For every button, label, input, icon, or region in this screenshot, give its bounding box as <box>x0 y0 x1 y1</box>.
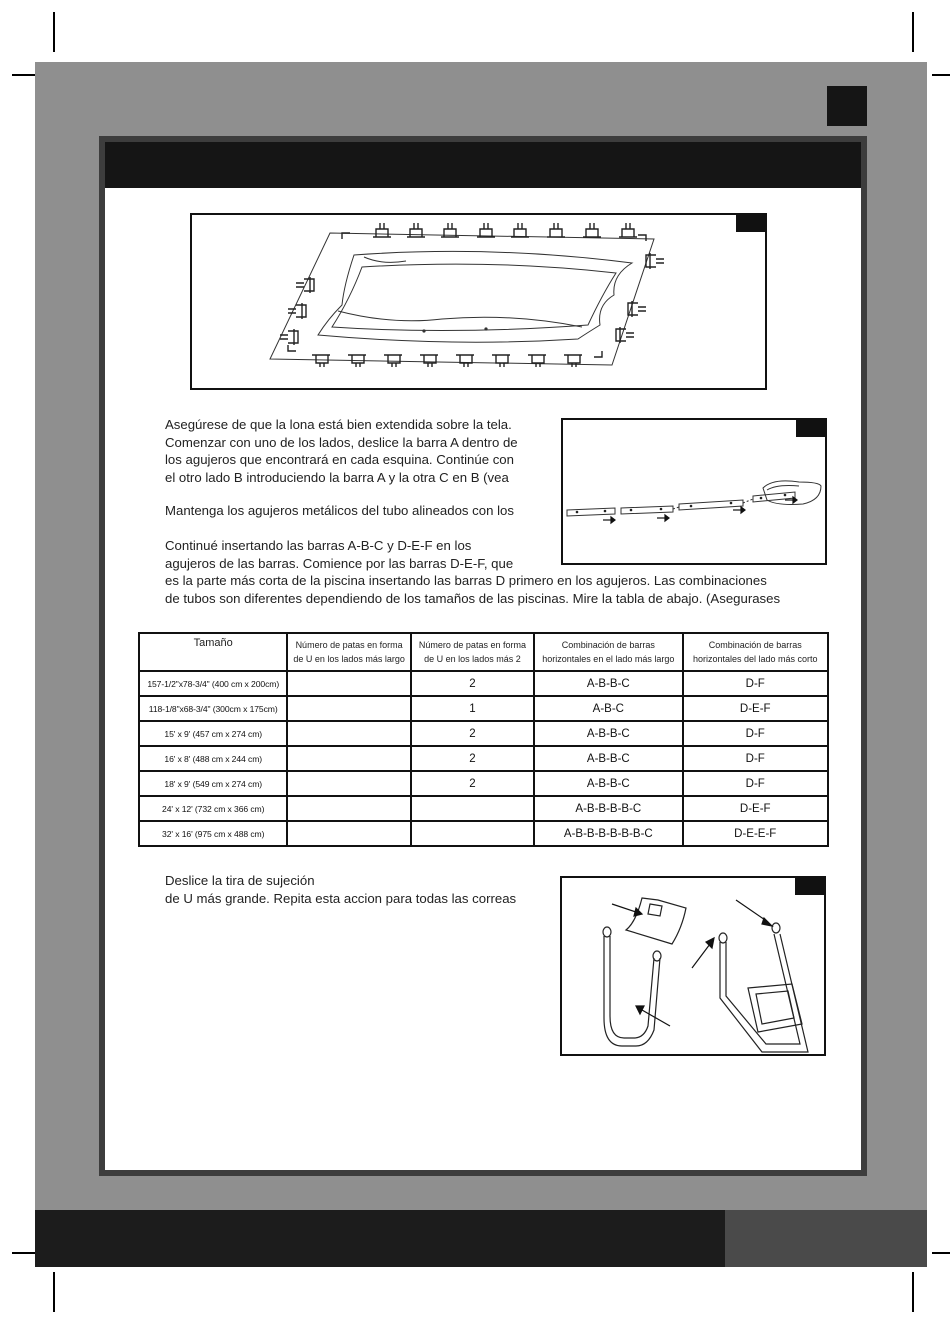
col-header-bars-long: Combinación de barras horizontales en el lado más largo <box>534 633 682 671</box>
bar-segment <box>679 500 743 510</box>
table-row <box>139 796 828 821</box>
cell-bars-long: A-B-B-B-B-B-B-C <box>534 821 682 846</box>
crop-mark <box>932 1252 950 1254</box>
cell-legs-long <box>287 696 410 721</box>
crop-mark <box>932 74 950 76</box>
table-row <box>139 696 828 721</box>
continue-line: Continué insertando las barras A-B-C y D-E-F en los <box>165 538 472 553</box>
cell-size: 24' x 12' (732 cm x 366 cm) <box>139 796 287 821</box>
strap-line: de U más grande. Repita esta accion para todas las correas <box>165 890 517 906</box>
table-row <box>139 821 828 846</box>
cell-bars-long: A-B-C <box>534 696 682 721</box>
cell-legs-short <box>411 821 534 846</box>
cell-legs-short: 2 <box>411 746 534 771</box>
cell-bars-long: A-B-B-C <box>534 746 682 771</box>
cell-legs-long <box>287 721 410 746</box>
cell-bars-long: A-B-B-C <box>534 721 682 746</box>
table-header-row <box>139 633 828 671</box>
intro-line: el otro lado B introduciendo la barra A y la otra C en B (vea <box>165 469 509 485</box>
bar-insertion-figure <box>561 418 827 565</box>
cell-legs-short <box>411 796 534 821</box>
u-leg-icons-bottom <box>312 355 582 367</box>
table-row <box>139 746 828 771</box>
cell-legs-long <box>287 671 410 696</box>
cell-bars-short: D-F <box>683 746 828 771</box>
cell-legs-short: 2 <box>411 671 534 696</box>
col-header-legs-short: Número de patas en forma de U en los lados más 2 <box>411 633 534 671</box>
cell-legs-short: 2 <box>411 771 534 796</box>
ground-cloth-outline <box>270 233 654 365</box>
bar-segment <box>567 508 615 516</box>
table-row <box>139 671 828 696</box>
crop-mark <box>912 1272 914 1312</box>
cell-size: 157-1/2"x78-3/4" (400 cm x 200cm) <box>139 671 287 696</box>
table-row <box>139 771 828 796</box>
pool-size-table <box>138 632 829 847</box>
strap-ulegs-illustration <box>562 878 828 1058</box>
footer-page-block <box>725 1210 927 1267</box>
continue-line: agujeros de las barras. Comience por las barras D-E-F, que <box>165 555 514 571</box>
callout-arrows <box>612 900 772 1026</box>
continue-line: de tubos son diferentes dependiendo de los tamaños de las piscinas. Mire la tabla de abajo. (Asegurases <box>165 590 781 606</box>
align-note-line: Mantenga los agujeros metálicos del tubo alineados con los <box>165 503 514 518</box>
cell-bars-long: A-B-B-C <box>534 771 682 796</box>
crop-mark <box>53 1272 55 1312</box>
cell-bars-short: D-F <box>683 671 828 696</box>
strap-line: Deslice la tira de sujeción <box>165 873 315 888</box>
col-header-legs-long: Número de patas en forma de U en los lados más largo <box>287 633 410 671</box>
cell-bars-long: A-B-B-C <box>534 671 682 696</box>
cell-size: 15' x 9' (457 cm x 274 cm) <box>139 721 287 746</box>
intro-line: los agujeros que encontrará en cada esquina. Continúe con <box>165 452 514 467</box>
continue-line: es la parte más corta de la piscina insertando las barras D primero en los agujeros. Las combinaciones <box>165 573 767 588</box>
intro-paragraph <box>165 416 518 486</box>
cell-size: 118-1/8"x68-3/4" (300cm x 175cm) <box>139 696 287 721</box>
cell-bars-short: D-F <box>683 721 828 746</box>
pool-layout-illustration <box>192 215 769 392</box>
cell-bars-short: D-E-F <box>683 696 828 721</box>
cell-bars-short: D-E-F <box>683 796 828 821</box>
col-header-size: Tamaño <box>139 633 287 671</box>
cell-bars-short: D-F <box>683 771 828 796</box>
cell-bars-short: D-E-E-F <box>683 821 828 846</box>
cell-legs-long <box>287 771 410 796</box>
cell-size: 18' x 9' (549 cm x 274 cm) <box>139 771 287 796</box>
col-header-bars-short: Combinación de barras horizontales del lado más corto <box>683 633 828 671</box>
page-marker <box>827 86 867 126</box>
crop-mark <box>53 12 55 52</box>
bar-segment <box>621 506 673 514</box>
pool-layout-figure <box>190 213 767 390</box>
strap-right <box>748 984 802 1032</box>
cell-size: 16' x 8' (488 cm x 244 cm) <box>139 746 287 771</box>
table-row <box>139 721 828 746</box>
panel-header-bar <box>105 142 861 188</box>
cell-size: 32' x 16' (975 cm x 488 cm) <box>139 821 287 846</box>
cell-legs-short: 1 <box>411 696 534 721</box>
cell-legs-long <box>287 746 410 771</box>
strap-ulegs-figure <box>560 876 826 1056</box>
crop-mark <box>912 12 914 52</box>
cell-bars-long: A-B-B-B-B-C <box>534 796 682 821</box>
footer-bar <box>35 1210 725 1267</box>
strap-paragraph <box>165 872 516 907</box>
intro-line: Asegúrese de que la lona está bien extendida sobre la tela. <box>165 417 512 432</box>
intro-line: Comenzar con uno de los lados, deslice la barra A dentro de <box>165 434 518 450</box>
cell-legs-short: 2 <box>411 721 534 746</box>
cell-legs-long <box>287 821 410 846</box>
bar-insertion-illustration <box>563 420 829 567</box>
align-note <box>165 502 514 520</box>
cell-legs-long <box>287 796 410 821</box>
